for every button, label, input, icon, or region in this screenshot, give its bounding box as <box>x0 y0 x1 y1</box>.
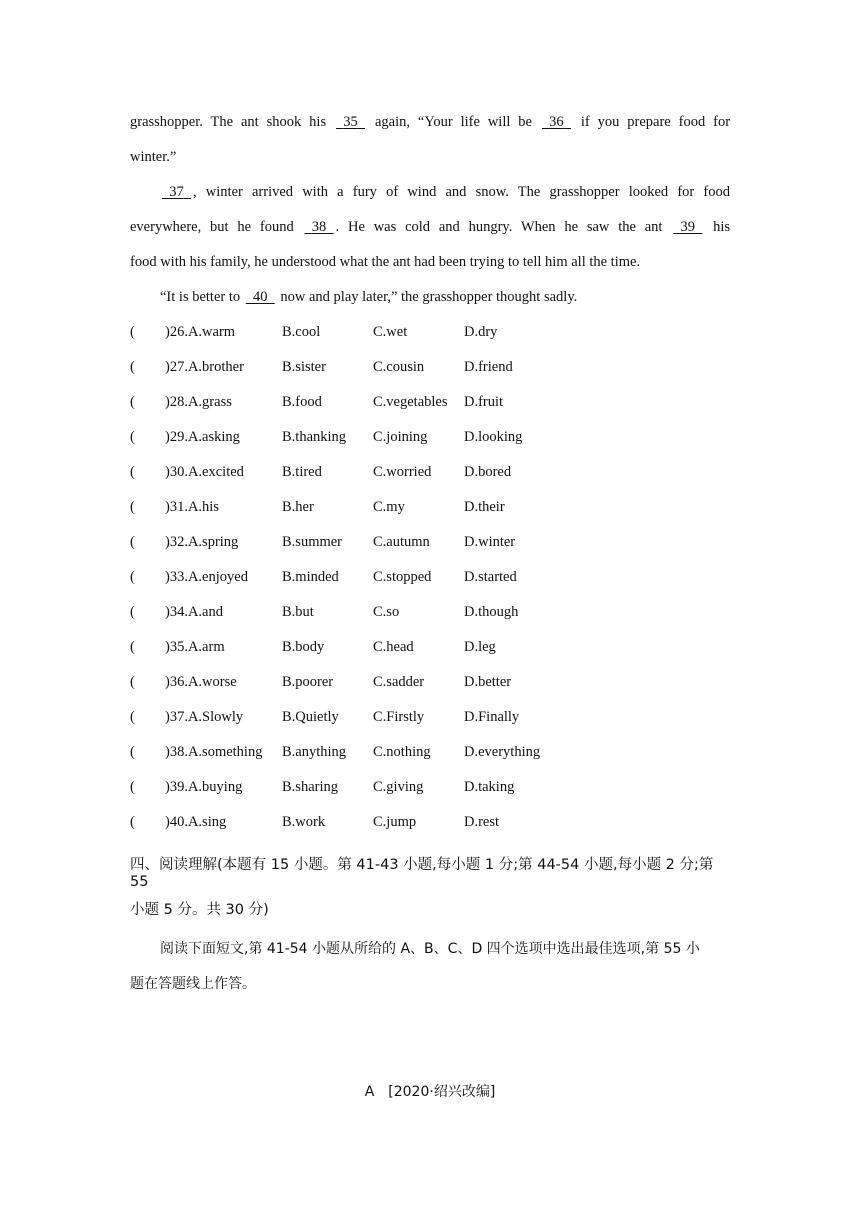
option-a: )26.A.warm <box>165 324 236 340</box>
answer-bracket[interactable]: ( <box>130 779 135 795</box>
option-b: B.minded <box>282 569 339 585</box>
answer-bracket[interactable]: ( <box>130 744 135 760</box>
option-a: )27.A.brother <box>165 359 244 375</box>
blank-38: 38 <box>311 219 327 235</box>
option-d: D.their <box>464 499 505 515</box>
option-b: B.body <box>282 639 325 655</box>
option-c: C.stopped <box>373 569 432 585</box>
option-d: D.though <box>464 604 519 620</box>
option-a: )40.A.sing <box>165 814 227 830</box>
option-b: B.tired <box>282 464 322 480</box>
option-b: B.thanking <box>282 429 347 445</box>
passage-line-4 <box>130 219 730 236</box>
option-b: B.but <box>282 604 314 620</box>
blank-40: 40 <box>253 289 268 305</box>
option-a: )36.A.worse <box>165 674 237 690</box>
option-c: C.my <box>373 499 405 515</box>
option-a: )29.A.asking <box>165 429 240 445</box>
blank-39: 39 <box>680 219 696 235</box>
option-b: B.summer <box>282 534 343 550</box>
option-c: C.so <box>373 604 400 620</box>
passage-text: . He was cold and hungry. When he saw the ant <box>335 219 663 235</box>
option-c: C.sadder <box>373 674 425 690</box>
option-b: B.sharing <box>282 779 338 795</box>
option-d: D.friend <box>464 359 513 375</box>
option-b: B.food <box>282 394 322 410</box>
option-d: D.leg <box>464 639 496 655</box>
answer-bracket[interactable]: ( <box>130 569 135 585</box>
answer-bracket[interactable]: ( <box>130 429 135 445</box>
passage-text: everywhere, but he found <box>130 219 294 235</box>
passage-line-5: food with his family, he understood what the ant had been trying to tell him all the time. <box>130 254 641 270</box>
answer-bracket[interactable]: ( <box>130 814 135 830</box>
instruction-line-1: 阅读下面短文,第 41-54 小题从所给的 A、B、C、D 四个选项中选出最佳选项,第 55 小 <box>160 941 700 957</box>
passage-line-3 <box>160 184 730 201</box>
instruction-line-2: 题在答题线上作答。 <box>130 976 256 992</box>
option-c: C.autumn <box>373 534 430 550</box>
option-a: )32.A.spring <box>165 534 239 550</box>
option-b: B.work <box>282 814 326 830</box>
option-a: )33.A.enjoyed <box>165 569 248 585</box>
option-d: D.everything <box>464 744 541 760</box>
option-a: )38.A.something <box>165 744 263 760</box>
option-c: C.cousin <box>373 359 425 375</box>
answer-bracket[interactable]: ( <box>130 394 135 410</box>
option-d: D.fruit <box>464 394 504 410</box>
section-heading-line-2: 小题 5 分。共 30 分) <box>130 902 269 918</box>
option-a: )28.A.grass <box>165 394 232 410</box>
option-a: )35.A.arm <box>165 639 225 655</box>
option-d: D.looking <box>464 429 523 445</box>
option-c: C.jump <box>373 814 417 830</box>
option-a: )30.A.excited <box>165 464 244 480</box>
passage-text: “It is better to <box>160 289 241 305</box>
blank-36: 36 <box>549 114 564 130</box>
passage-text: again, “Your life will be <box>374 114 532 130</box>
option-a: )39.A.buying <box>165 779 243 795</box>
option-d: D.better <box>464 674 512 690</box>
option-b: B.her <box>282 499 314 515</box>
option-c: C.nothing <box>373 744 431 760</box>
option-d: D.started <box>464 569 517 585</box>
answer-bracket[interactable]: ( <box>130 359 135 375</box>
passage-text: his <box>713 219 730 235</box>
option-b: B.cool <box>282 324 321 340</box>
option-b: B.poorer <box>282 674 334 690</box>
option-c: C.wet <box>373 324 408 340</box>
option-d: D.dry <box>464 324 498 340</box>
blank-35: 35 <box>343 114 358 130</box>
passage-line-6 <box>160 289 730 306</box>
option-d: D.taking <box>464 779 515 795</box>
option-a: )31.A.his <box>165 499 219 515</box>
option-a: )34.A.and <box>165 604 223 620</box>
passage-text: now and play later,” the grasshopper thought sadly. <box>280 289 578 305</box>
option-d: D.winter <box>464 534 516 550</box>
answer-bracket[interactable]: ( <box>130 674 135 690</box>
blank-37: 37 <box>169 184 184 200</box>
option-c: C.giving <box>373 779 424 795</box>
answer-bracket[interactable]: ( <box>130 464 135 480</box>
answer-bracket[interactable]: ( <box>130 604 135 620</box>
passage-line-1 <box>130 114 730 131</box>
option-c: C.vegetables <box>373 394 448 410</box>
passage-text: , winter arrived with a fury of wind and snow. The grasshopper looked for food <box>193 184 730 200</box>
passage-line-2: winter.” <box>130 149 177 165</box>
answer-bracket[interactable]: ( <box>130 709 135 725</box>
answer-bracket[interactable]: ( <box>130 499 135 515</box>
passage-label: A [2020·绍兴改编] <box>364 1084 496 1100</box>
option-b: B.Quietly <box>282 709 339 725</box>
section-heading-line-1: 四、阅读理解(本题有 15 小题。第 41-43 小题,每小题 1 分;第 44-54 小题,每小题 2 分;第 55 <box>130 857 714 890</box>
answer-bracket[interactable]: ( <box>130 534 135 550</box>
option-c: C.head <box>373 639 414 655</box>
option-d: D.rest <box>464 814 500 830</box>
option-b: B.anything <box>282 744 347 760</box>
option-d: D.bored <box>464 464 512 480</box>
option-a: )37.A.Slowly <box>165 709 244 725</box>
option-c: C.worried <box>373 464 432 480</box>
answer-bracket[interactable]: ( <box>130 639 135 655</box>
option-c: C.Firstly <box>373 709 425 725</box>
passage-text: grasshopper. The ant shook his <box>130 114 327 130</box>
answer-bracket[interactable]: ( <box>130 324 135 340</box>
option-c: C.joining <box>373 429 428 445</box>
option-b: B.sister <box>282 359 326 375</box>
option-d: D.Finally <box>464 709 520 725</box>
passage-text: if you prepare food for <box>580 114 731 130</box>
